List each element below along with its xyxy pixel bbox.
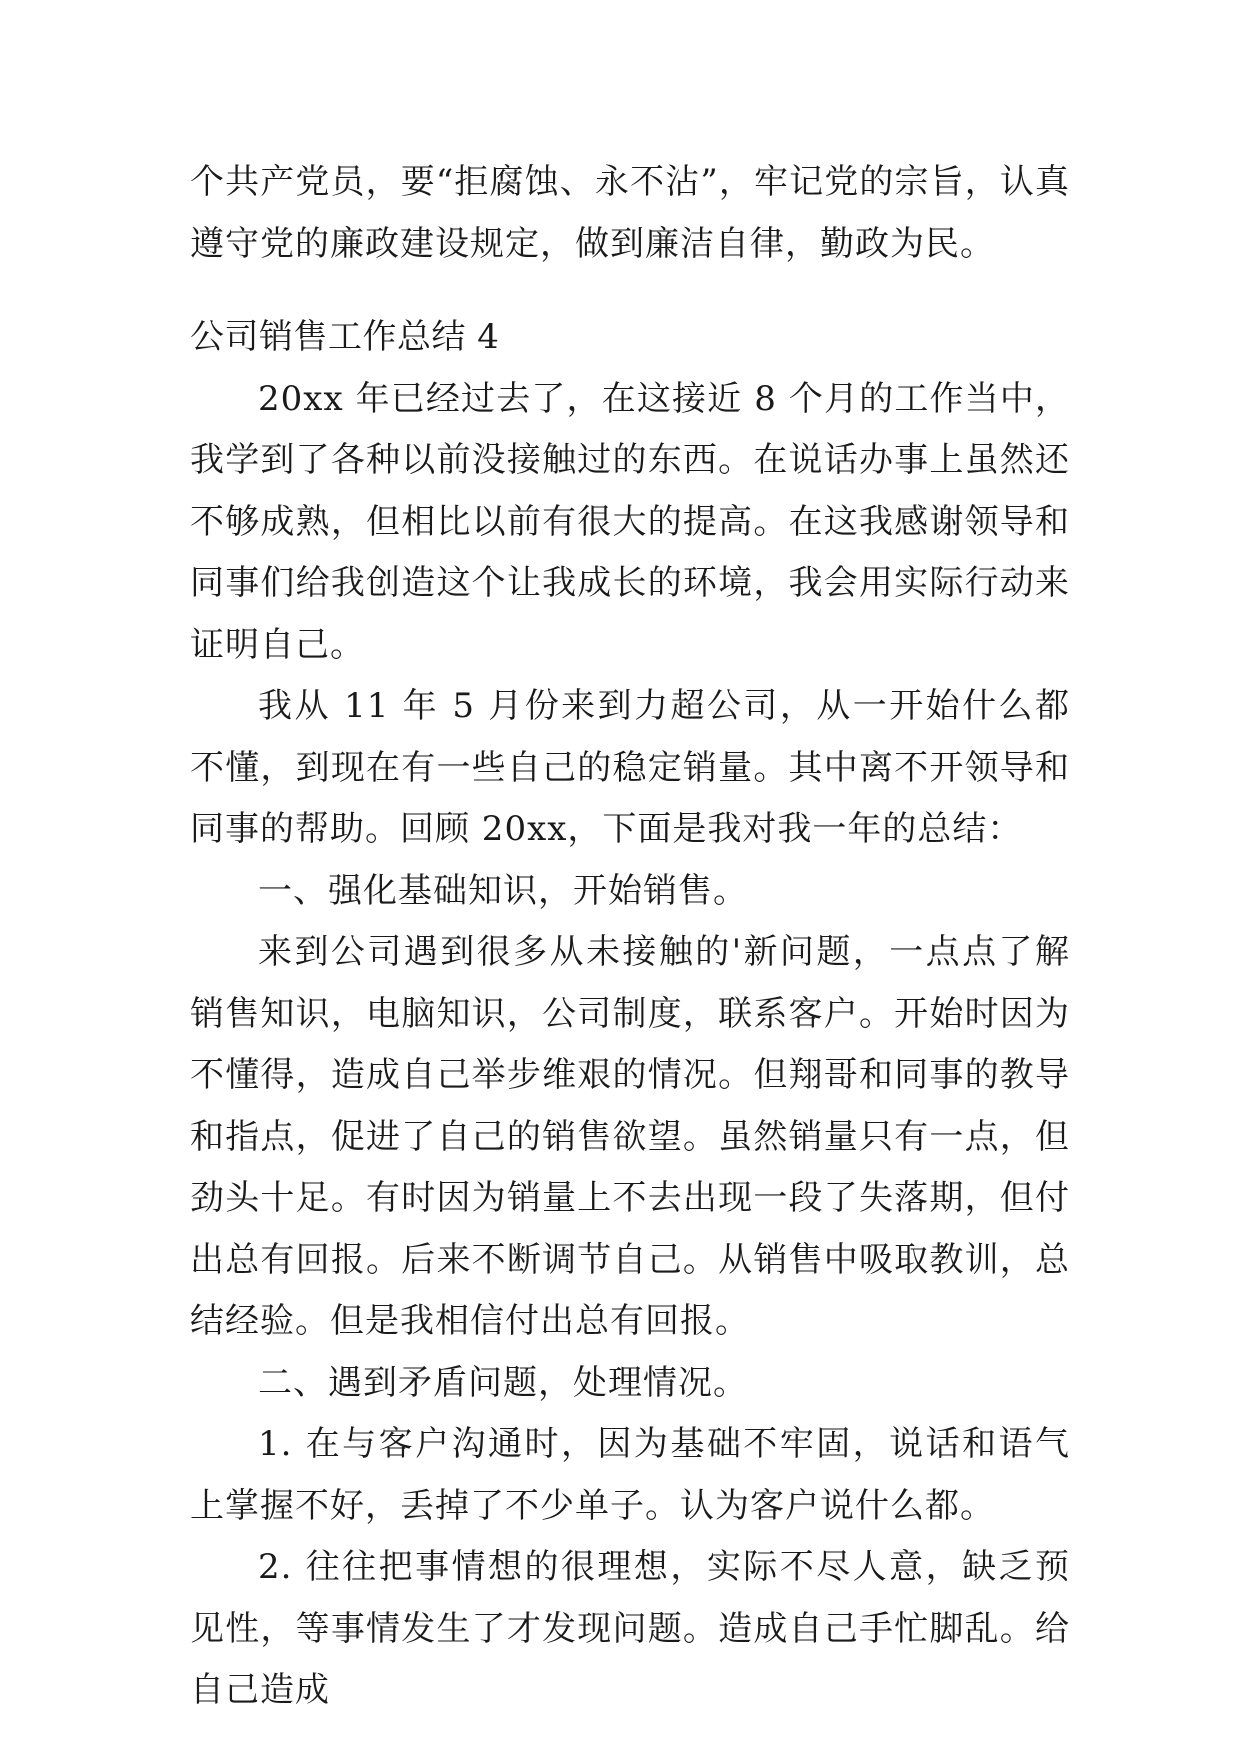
subheading-2: 二、遇到矛盾问题，处理情况。 <box>258 1362 748 1403</box>
section-title: 公司销售工作总结 4 <box>190 317 500 357</box>
document-body <box>190 152 1070 1722</box>
list-item-1: 1. 在与客户沟通时，因为基础不牢固，说话和语气上掌握不好，丢掉了不少单子。认为客户说什么都。 <box>190 1424 1070 1526</box>
paragraph-continuation: 个共产党员，要“拒腐蚀、永不沾”，牢记党的宗旨，认真遵守党的廉政建设规定，做到廉洁自律，勤政为民。 <box>190 162 1070 264</box>
list-item-2: 2. 往往把事情想的很理想，实际不尽人意，缺乏预见性，等事情发生了才发现问题。造成自己手忙脚乱。给自己造成 <box>190 1547 1070 1710</box>
paragraph-3: 来到公司遇到很多从未接触的'新问题，一点点了解销售知识，电脑知识，公司制度，联系客户。开始时因为不懂得，造成自己举步维艰的情况。但翔哥和同事的教导和指点，促进了自己的销售欲望。虽然销量只有一点，但劲头十足。有时因为销量上不去出现一段了失落期，但付出总有回报。后来不断调节自己。从销售中吸取教训，总结经验。但是我相信付出总有回报。 <box>190 932 1070 1341</box>
paragraph-1: 20xx 年已经过去了，在这接近 8 个月的工作当中，我学到了各种以前没接触过的东西。在说话办事上虽然还不够成熟，但相比以前有很大的提高。在这我感谢领导和同事们给我创造这个让我成长的环境，我会用实际行动来证明自己。 <box>190 378 1070 665</box>
paragraph-2: 我从 11 年 5 月份来到力超公司，从一开始什么都不懂，到现在有一些自己的稳定销量。其中离不开领导和同事的帮助。回顾 20xx，下面是我对我一年的总结： <box>190 686 1070 849</box>
subheading-1: 一、强化基础知识，开始销售。 <box>258 870 748 911</box>
